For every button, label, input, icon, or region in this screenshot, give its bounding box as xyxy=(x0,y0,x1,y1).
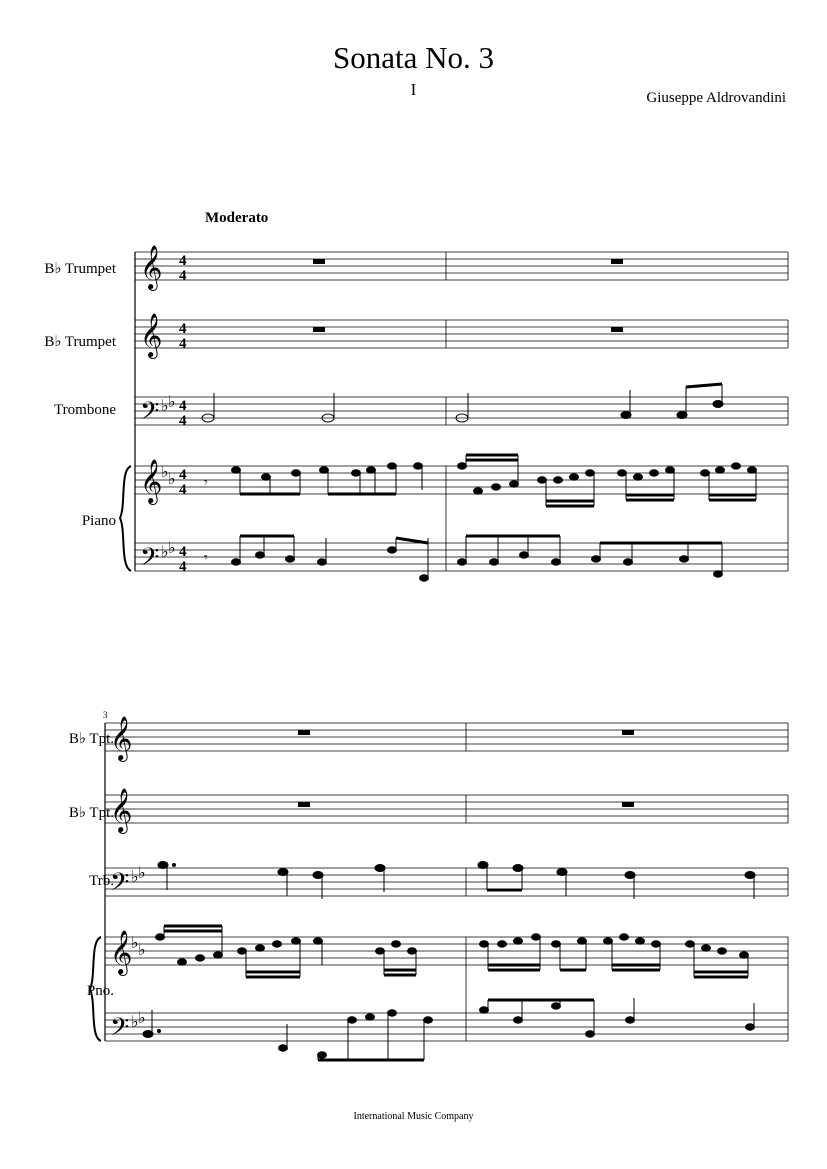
instrument-label-piano-short: Pno. xyxy=(86,983,114,999)
instrument-label-trumpet-1: B♭ Trumpet xyxy=(44,261,116,277)
staff-trumpet-2 xyxy=(135,320,788,348)
svg-text:𝄞: 𝄞 xyxy=(110,788,133,832)
instrument-label-piano: Piano xyxy=(81,513,116,529)
staff-trumpet-1 xyxy=(135,252,788,280)
score-title: Sonata No. 3 xyxy=(332,40,494,75)
svg-text:♭: ♭ xyxy=(168,469,176,488)
svg-text:𝄾: 𝄾 xyxy=(204,475,208,491)
svg-text:4: 4 xyxy=(179,321,187,337)
svg-text:♭: ♭ xyxy=(161,462,169,481)
svg-text:4: 4 xyxy=(179,398,187,414)
staff-trombone xyxy=(135,397,788,425)
instrument-label-trombone-short: Trb. xyxy=(89,873,114,889)
svg-text:𝄞: 𝄞 xyxy=(140,459,163,503)
svg-text:𝄢: 𝄢 xyxy=(110,1013,130,1048)
staff-piano-treble-s2 xyxy=(105,937,788,965)
svg-text:𝄢: 𝄢 xyxy=(140,543,160,578)
svg-text:𝄞: 𝄞 xyxy=(110,930,133,974)
instrument-label-trumpet-1-short: B♭ Tpt. xyxy=(68,731,114,747)
instrument-label-trumpet-2-short: B♭ Tpt. xyxy=(68,805,114,821)
svg-text:♭: ♭ xyxy=(138,940,146,959)
svg-text:♭: ♭ xyxy=(168,392,176,411)
svg-text:4: 4 xyxy=(179,336,187,352)
svg-text:𝄾: 𝄾 xyxy=(204,550,208,566)
staff-piano-bass xyxy=(135,543,788,571)
svg-text:4: 4 xyxy=(179,268,187,284)
svg-text:♭: ♭ xyxy=(161,396,169,415)
staff-piano-bass-s2 xyxy=(105,1013,788,1041)
movement-number: I xyxy=(410,80,417,99)
svg-text:𝄢: 𝄢 xyxy=(140,397,160,432)
staff-trombone-s2 xyxy=(105,868,788,896)
instrument-label-trombone: Trombone xyxy=(54,402,116,418)
svg-text:♭: ♭ xyxy=(138,1008,146,1027)
instrument-label-trumpet-2: B♭ Trumpet xyxy=(44,334,116,350)
svg-text:♭: ♭ xyxy=(161,542,169,561)
svg-text:𝄞: 𝄞 xyxy=(140,313,163,357)
svg-text:♭: ♭ xyxy=(168,538,176,557)
svg-text:♭: ♭ xyxy=(131,867,139,886)
measure-number: 3 xyxy=(103,710,108,720)
tempo-marking: Moderato xyxy=(205,210,269,226)
svg-text:4: 4 xyxy=(179,482,187,498)
composer-name: Giuseppe Aldrovandini xyxy=(646,90,786,106)
svg-text:4: 4 xyxy=(179,413,187,429)
svg-text:4: 4 xyxy=(179,253,187,269)
staff-trumpet-1-s2 xyxy=(105,723,788,751)
publisher-footer: International Music Company xyxy=(353,1111,474,1122)
svg-text:𝄞: 𝄞 xyxy=(110,716,133,760)
svg-text:♭: ♭ xyxy=(131,933,139,952)
svg-text:𝄞: 𝄞 xyxy=(140,245,163,289)
svg-text:4: 4 xyxy=(179,559,187,575)
svg-text:4: 4 xyxy=(179,544,187,560)
svg-text:♭: ♭ xyxy=(131,1012,139,1031)
svg-text:♭: ♭ xyxy=(138,863,146,882)
staff-trumpet-2-s2 xyxy=(105,795,788,823)
svg-text:𝄢: 𝄢 xyxy=(110,868,130,903)
svg-text:4: 4 xyxy=(179,467,187,483)
